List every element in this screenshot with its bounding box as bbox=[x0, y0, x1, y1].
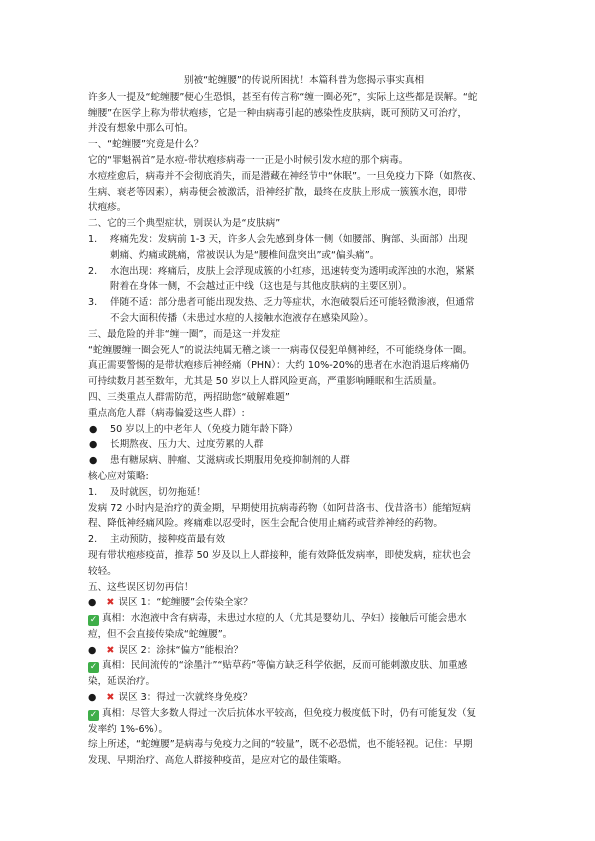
myth-item bbox=[88, 690, 520, 706]
bullet-icon: ● bbox=[89, 439, 98, 451]
symptom-item bbox=[88, 232, 520, 248]
risk-group-label: 重点高危人群（病毒偏爱这些人群）: bbox=[88, 407, 245, 419]
strategy-title bbox=[88, 532, 520, 548]
strategy-line: 程、降低神经痛风险。疼痛难以忍受时，医生会配合使用止痛药或营养神经的药物。 bbox=[88, 518, 443, 530]
strategy-title-text: 及时就医，切勿拖延！ bbox=[110, 486, 206, 498]
bullet-icon: ● bbox=[88, 597, 97, 609]
risk-group-item bbox=[88, 422, 520, 438]
myth-item bbox=[88, 595, 520, 611]
intro-line: 并没有想象中那么可怕。 bbox=[88, 123, 194, 135]
item-number: 3. bbox=[88, 297, 98, 309]
section-1-line: 它的“罪魁祸首”是水痘-带状疱疹病毒一一正是小时候引发水痘的那个病毒。 bbox=[88, 154, 409, 166]
item-number: 1. bbox=[88, 486, 98, 498]
section-4-heading: 四、三类重点人群需防范，两招助您“破解难题” bbox=[88, 391, 290, 403]
section-1-line: 状疱疹。 bbox=[88, 202, 127, 214]
document-title: 别被“蛇缠腰”的传说所困扰！本篇科普为您揭示事实真相 bbox=[183, 75, 425, 86]
truth-line bbox=[88, 611, 520, 627]
strategy-line: 较轻。 bbox=[88, 565, 117, 577]
symptom-item bbox=[88, 295, 520, 311]
conclusion-line: 发现、早期治疗、高危人群接种疫苗，是应对它的最佳策略。 bbox=[88, 755, 348, 767]
bullet-icon: ● bbox=[89, 455, 98, 467]
truth-line: 染，延误治疗。 bbox=[88, 676, 156, 688]
cross-icon: ✖ bbox=[106, 597, 115, 609]
risk-group-text: 患有糖尿病、肿瘤、艾滋病或长期服用免疫抑制剂的人群 bbox=[110, 455, 350, 467]
risk-group-text: 50 岁以上的中老年人（免疫力随年龄下降） bbox=[110, 423, 298, 435]
item-number: 2. bbox=[88, 265, 98, 277]
truth-text: 真相：尽管大多数人得过一次后抗体水平较高，但免疫力极度低下时，仍有可能复发（复 bbox=[102, 707, 477, 719]
truth-line: 痘，但不会直接传染成“蛇缠腰”。 bbox=[88, 628, 233, 640]
strategy-title bbox=[88, 485, 520, 501]
check-icon: ✓ bbox=[89, 615, 98, 626]
symptom-item bbox=[88, 264, 520, 280]
bullet-icon: ● bbox=[88, 644, 97, 656]
section-2-heading: 二、它的三个典型症状，别误认为是“皮肤病” bbox=[88, 218, 281, 230]
cross-icon: ✖ bbox=[106, 644, 115, 656]
symptom-text: 附着在身体一侧，不会越过正中线（这也是与其他皮肤病的主要区别）。 bbox=[110, 281, 413, 293]
bullet-icon: ● bbox=[88, 692, 97, 704]
section-3-heading: 三、最危险的并非“缠一圈”，而是这一并发症 bbox=[88, 328, 281, 340]
section-5-heading: 五、这些误区切勿再信！ bbox=[88, 581, 194, 593]
cross-icon: ✖ bbox=[106, 692, 115, 704]
section-1-heading: 一、“蛇缠腰”究竟是什么？ bbox=[88, 139, 204, 151]
bullet-icon: ● bbox=[89, 423, 98, 435]
truth-text: 真相：水泡液中含有病毒，未患过水痘的人（尤其是婴幼儿、孕妇）接触后可能会患水 bbox=[102, 613, 467, 625]
item-number: 2. bbox=[88, 534, 98, 546]
truth-line: 发率约 1%-6%）。 bbox=[88, 723, 169, 735]
document-page bbox=[88, 73, 520, 769]
section-1-line: 生病、衰老等因素），病毒便会被激活，沿神经扩散，最终在皮肤上形成一簇簇水泡，即带 bbox=[88, 186, 467, 198]
section-3-line: “蛇缠腰缠一圈会死人”的说法纯属无稽之谈一一病毒仅侵犯单侧神经，不可能绕身体一圈。 bbox=[88, 344, 473, 356]
myth-item bbox=[88, 643, 520, 659]
section-1-line: 水痘痊愈后，病毒并不会彻底消失，而是潜藏在神经节中“休眠”。一旦免疫力下降（如熬夜、 bbox=[88, 170, 482, 182]
section-3-line: 可持续数月甚至数年，尤其是 50 岁以上人群风险更高，严重影响睡眠和生活质量。 bbox=[88, 376, 443, 388]
intro-line: 缠腰”在医学上称为带状疱疹，它是一种由病毒引起的感染性皮肤病，既可预防又可治疗， bbox=[88, 107, 468, 119]
symptom-text: 水泡出现：疼痛后，皮肤上会浮现成簇的小红疹，迅速转变为透明或浑浊的水泡，紧紧 bbox=[110, 265, 475, 277]
check-icon: ✓ bbox=[89, 709, 98, 720]
myth-text: 误区 3：得过一次就终身免疫？ bbox=[118, 692, 253, 704]
symptom-text: 不会大面积传播（未患过水痘的人接触水泡液存在感染风险）。 bbox=[110, 312, 374, 324]
risk-group-text: 长期熬夜、压力大、过度劳累的人群 bbox=[110, 439, 264, 451]
myth-text: 误区 1：“蛇缠腰”会传染全家？ bbox=[118, 597, 253, 609]
strategy-label: 核心应对策略: bbox=[88, 470, 149, 482]
truth-line bbox=[88, 658, 520, 674]
myth-text: 误区 2：涂抹“偏方”能根治？ bbox=[118, 644, 244, 656]
strategy-line: 发病 72 小时内是治疗的黄金期，早期使用抗病毒药物（如阿昔洛韦、伐昔洛韦）能缩短病 bbox=[88, 502, 471, 514]
risk-group-item bbox=[88, 453, 520, 469]
risk-group-item bbox=[88, 437, 520, 453]
strategy-title-text: 主动预防，接种疫苗最有效 bbox=[110, 534, 226, 546]
symptom-text: 伴随不适：部分患者可能出现发热、乏力等症状，水泡破裂后还可能轻微渗液，但通常 bbox=[110, 297, 475, 309]
truth-text: 真相：民间流传的“涂墨汁”“贴草药”等偏方缺乏科学依据，反而可能刺激皮肤、加重感 bbox=[102, 660, 468, 672]
strategy-line: 现有带状疱疹疫苗，推荐 50 岁及以上人群接种，能有效降低发病率，即使发病，症状也会 bbox=[88, 549, 471, 561]
check-icon: ✓ bbox=[89, 662, 98, 673]
intro-line: 许多人一提及“蛇缠腰”便心生恐惧，甚至有传言称“缠一圈必死”，实际上这些都是误解。“蛇 bbox=[88, 91, 478, 103]
truth-line bbox=[88, 706, 520, 722]
item-number: 1. bbox=[88, 233, 98, 245]
symptom-text: 刺痛、灼痛或跳痛，常被误认为是“腰椎间盘突出”或“偏头痛”。 bbox=[110, 249, 380, 261]
section-3-line: 真正需要警惕的是带状疱疹后神经痛（PHN）：大约 10%-20%的患者在水泡消退后疼痛仍 bbox=[88, 360, 470, 372]
symptom-text: 疼痛先发：发病前 1-3 天，许多人会先感到身体一侧（如腰部、胸部、头面部）出现 bbox=[110, 233, 468, 245]
conclusion-line: 综上所述，“蛇缠腰”是病毒与免疫力之间的“较量”，既不必恐慌，也不能轻视。记住：早期 bbox=[88, 739, 473, 751]
